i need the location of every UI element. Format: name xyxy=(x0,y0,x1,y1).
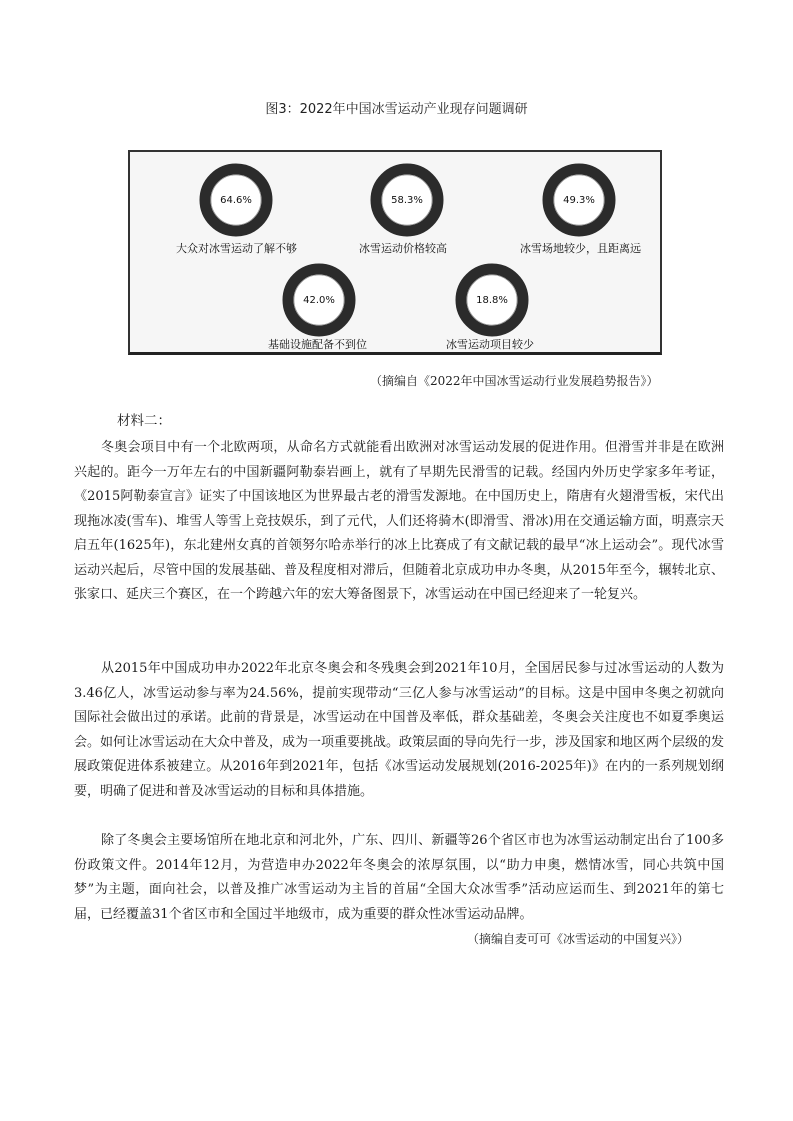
ring-label-3: 冰雪场地较少，且距离远 xyxy=(520,242,641,255)
donut-ring-5 xyxy=(454,262,530,338)
paragraph-1: 冬奥会项目中有一个北欧两项，从命名方式就能看出欧洲对冰雪运动发展的促进作用。但滑雪并非是在欧洲兴起的。距今一万年左右的中国新疆阿勒泰岩画上，就有了早期先民滑雪的记载。经国内外历史学家多年考证，《2015阿勒泰宣言》证实了中国该地区为世界最古老的滑雪发源地。在中国历史上，隋唐有火翅滑雪板，宋代出现拖冰凌(雪车)、堆雪人等雪上竞技娱乐，到了元代，人们还将骑木(即滑雪、滑冰)用在交通运输方面，明熹宗天启五年(1625年)，东北建州女真的首领努尔哈赤举行的冰上比赛成了有文献记载的最早“冰上运动会”。现代冰雪运动兴起后，尽管中国的发展基础、普及程度相对滞后，但随着北京成功申办冬奥，从2015年至今，辗转北京、张家口、延庆三个赛区，在一个跨越六年的宏大筹备图景下，冰雪运动在中国已经迎来了一轮复兴。 xyxy=(74,440,724,602)
material-source: （摘编自麦可可《冰雪运动的中国复兴》） xyxy=(467,932,690,946)
ring-value-1: 64.6% xyxy=(220,195,252,206)
paragraph-2: 从2015年中国成功申办2022年北京冬奥会和冬残奥会到2021年10月，全国居民参与过冰雪运动的人数为3.46亿人，冰雪运动参与率为24.56%，提前实现带动“三亿人参与冰雪运动”的目标。这是中国申冬奥之初就向国际社会做出过的承诺。此前的背景是，冰雪运动在中国普及率低，群众基础差，冬奥会关注度也不如夏季奥运会。如何让冰雪运动在大众中普及，成为一项重要挑战。政策层面的导向先行一步，涉及国家和地区两个层级的发展政策促进体系被建立。从2016年到2021年，包括《冰雪运动发展规划(2016-2025年)》在内的一系列规划纲要，明确了促进和普及冰雪运动的目标和具体措施。 xyxy=(74,661,725,799)
ring-label-5: 冰雪运动项目较少 xyxy=(446,338,534,351)
figure-title: 图3：2022年中国冰雪运动产业现存问题调研 xyxy=(265,102,528,117)
ring-value-4: 42.0% xyxy=(303,295,335,306)
donut-chart-panel xyxy=(128,150,662,355)
donut-ring-3 xyxy=(541,162,617,238)
donut-ring-1 xyxy=(198,162,274,238)
ring-value-5: 18.8% xyxy=(476,295,508,306)
ring-label-4: 基础设施配备不到位 xyxy=(268,338,367,351)
ring-label-2: 冰雪运动价格较高 xyxy=(359,242,447,255)
ring-label-1: 大众对冰雪运动了解不够 xyxy=(176,242,297,255)
ring-value-2: 58.3% xyxy=(391,195,423,206)
donut-ring-2 xyxy=(369,162,445,238)
material-heading: 材料二： xyxy=(117,413,171,429)
paragraph-3: 除了冬奥会主要场馆所在地北京和河北外，广东、四川、新疆等26个省区市也为冰雪运动制定出台了100多份政策文件。2014年12月，为营造申办2022年冬奥会的浓厚氛围，以“助力申奥，燃情冰雪，同心共筑中国梦”为主题，面向社会，以普及推广冰雪运动为主旨的首届“全国大众冰雪季”活动应运而生、到2021年的第七届，已经覆盖31个省区市和全国过半地级市，成为重要的群众性冰雪运动品牌。 xyxy=(74,833,724,922)
ring-value-3: 49.3% xyxy=(563,195,595,206)
figure-source: （摘编自《2022年中国冰雪运动行业发展趋势报告》） xyxy=(370,374,659,388)
donut-ring-4 xyxy=(281,262,357,338)
